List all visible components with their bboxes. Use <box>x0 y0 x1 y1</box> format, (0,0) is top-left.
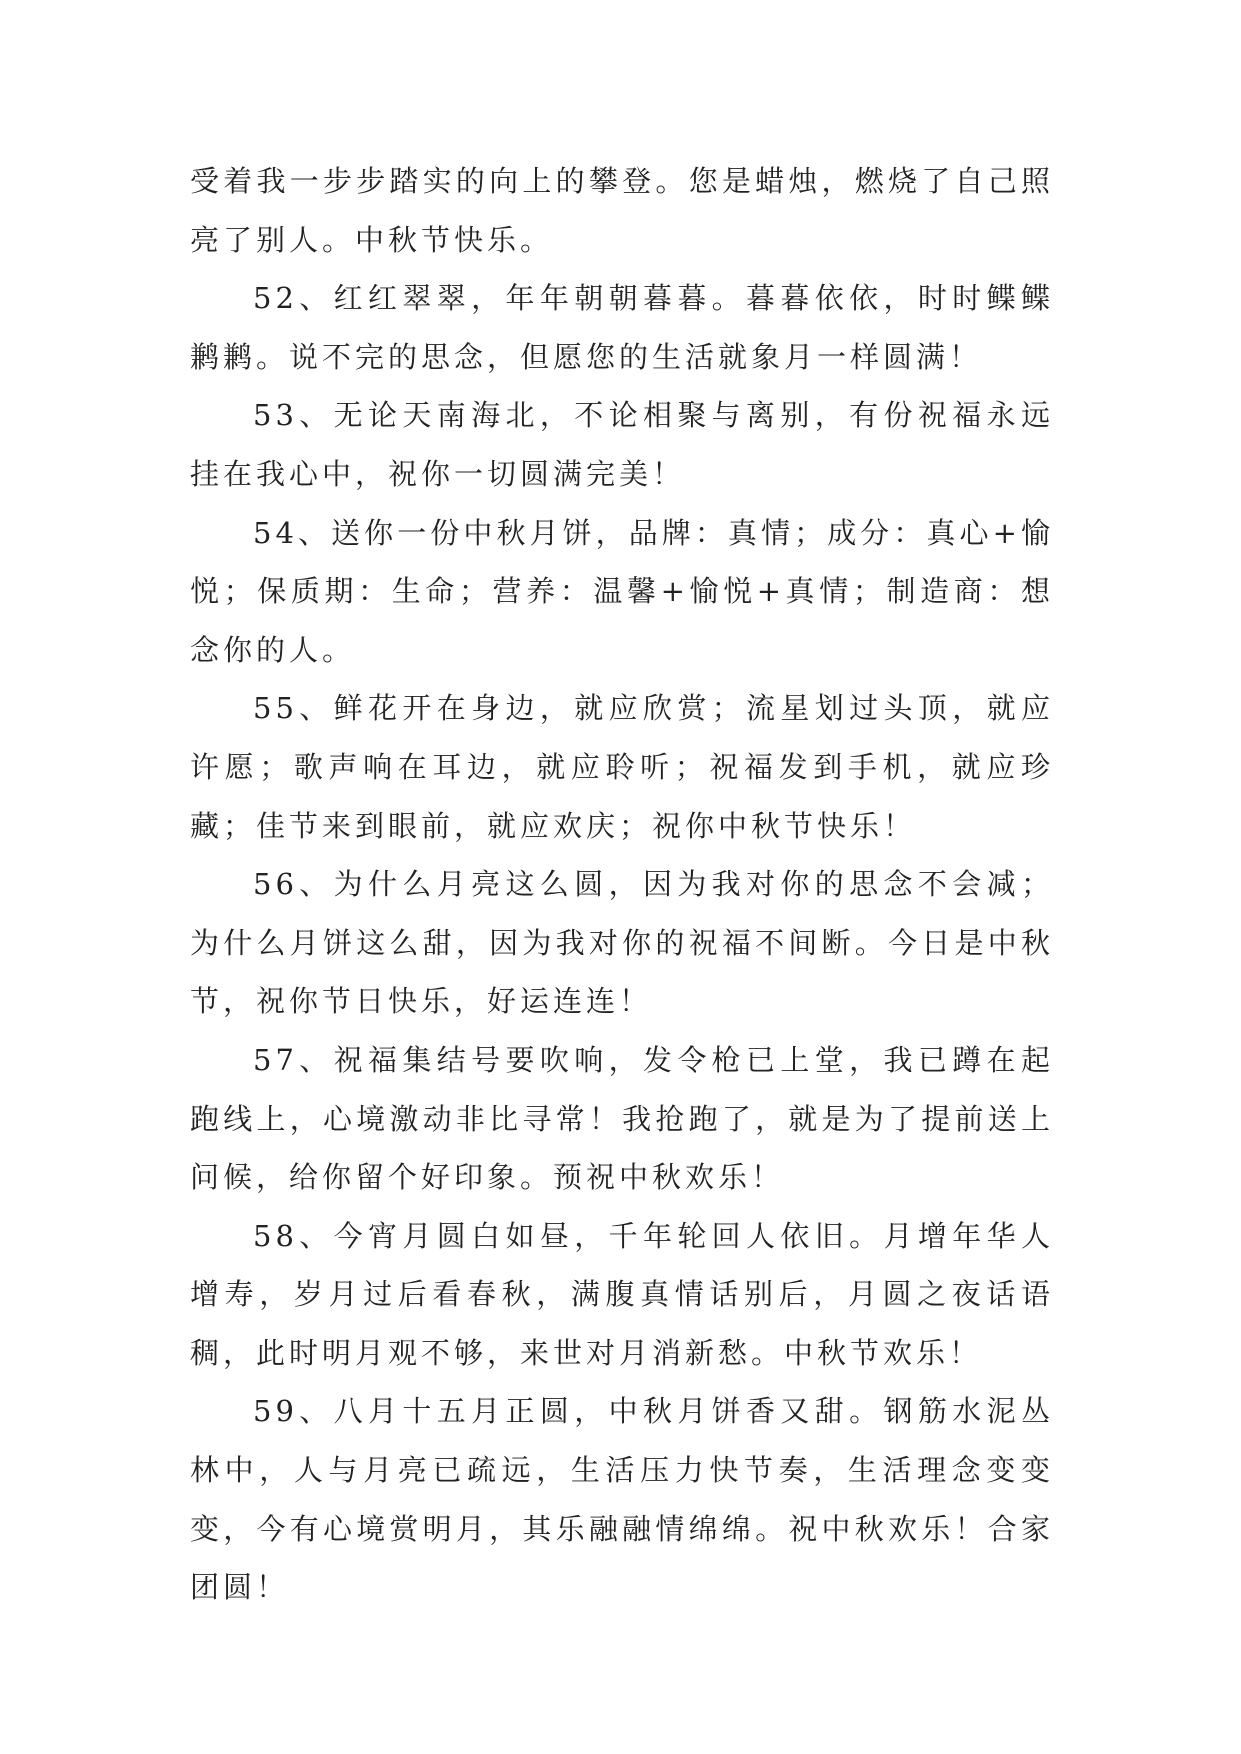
paragraph-52: 52、红红翠翠，年年朝朝暮暮。暮暮依依，时时鲽鲽鹣鹣。说不完的思念，但愿您的生活就象月一样圆满！ <box>190 281 1054 374</box>
paragraph-54: 54、送你一份中秋月饼，品牌：真情；成分：真心+愉悦；保质期：生命；营养：温馨+愉悦+真情；制造商：想念你的人。 <box>190 515 1054 667</box>
paragraph-56: 56、为什么月亮这么圆，因为我对你的思念不会减；为什么月饼这么甜，因为我对你的祝福不间断。今日是中秋节，祝你节日快乐，好运连连！ <box>190 867 1054 1019</box>
paragraph-53: 53、无论天南海北，不论相聚与离别，有份祝福永远挂在我心中，祝你一切圆满完美！ <box>190 398 1054 491</box>
paragraph-59: 59、八月十五月正圆，中秋月饼香又甜。钢筋水泥丛林中，人与月亮已疏远，生活压力快节奏，生活理念变变变，今有心境赏明月，其乐融融情绵绵。祝中秋欢乐！合家团圆！ <box>190 1394 1054 1605</box>
paragraph-57: 57、祝福集结号要吹响，发令枪已上堂，我已蹲在起跑线上，心境激动非比寻常！我抢跑了，就是为了提前送上问候，给你留个好印象。预祝中秋欢乐！ <box>190 1042 1054 1195</box>
paragraph-continuation: 受着我一步步踏实的向上的攀登。您是蜡烛，燃烧了自己照亮了别人。中秋节快乐。 <box>190 164 1054 257</box>
paragraph-55: 55、鲜花开在身边，就应欣赏；流星划过头顶，就应许愿；歌声响在耳边，就应聆听；祝福发到手机，就应珍藏；佳节来到眼前，就应欢庆；祝你中秋节快乐！ <box>190 691 1054 843</box>
document-page <box>190 152 1054 1617</box>
paragraph-58: 58、今宵月圆白如昼，千年轮回人依旧。月增年华人增寿，岁月过后看春秋，满腹真情话别后，月圆之夜话语稠，此时明月观不够，来世对月消新愁。中秋节欢乐！ <box>190 1218 1054 1370</box>
